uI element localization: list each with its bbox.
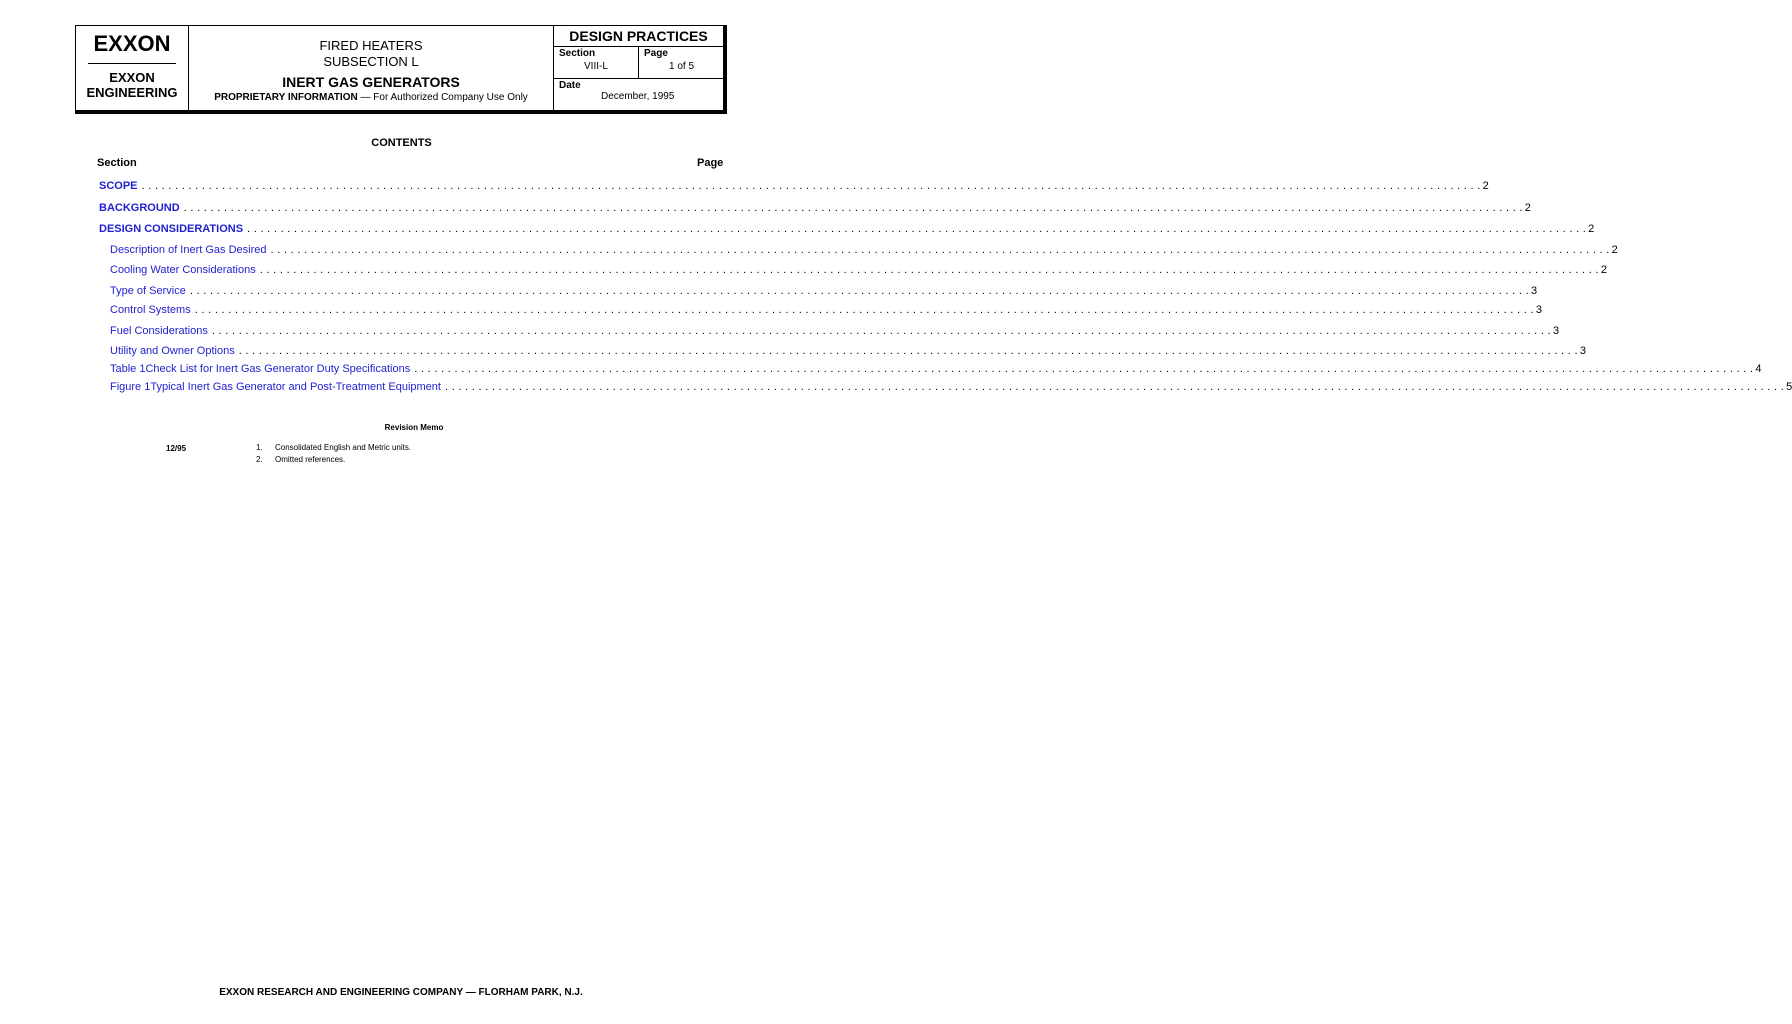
leader-dots: . . . . . . . . . . . . . . . . . . . . . . . . . . . . . . . . . . . . . . . . . . . . . . . . . . . . . . . . . . . . . . . . . . . . . . . . . . . . . . . . . . . . . . . . . . . . . . . . . . . . . . . . . . . . . . . . . . . . . . . . . . . . . . . . . . . . . . . . . . . . . . . . . . . . . . . . . . . . . . . . . . . . . . . . . . . . . . . . . . . . . . . . . . . . . . . . . . . . . . . . — [270, 244, 1610, 256]
title-line1: FIRED HEATERS — [319, 38, 423, 53]
revision-item-text: Omitted references. — [275, 455, 346, 464]
toc-page-number: 5 — [1786, 381, 1792, 393]
toc-entry-table-1[interactable] — [110, 362, 1762, 376]
date-row — [554, 79, 723, 110]
toc-entry-text[interactable]: Check List for Inert Gas Generator Duty Specifications — [145, 363, 411, 375]
toc-entry-background[interactable] — [99, 201, 1531, 215]
leader-dots: . . . . . . . . . . . . . . . . . . . . . . . . . . . . . . . . . . . . . . . . . . . . . . . . . . . . . . . . . . . . . . . . . . . . . . . . . . . . . . . . . . . . . . . . . . . . . . . . . . . . . . . . . . . . . . . . . . . . . . . . . . . . . . . . . . . . . . . . . . . . . . . . . . . . . . . . . . . . . . . . . . . . . . . . . . . . . . . . . . . . . . . . . . . . . . . . . . . . . . . . — [189, 285, 1529, 297]
toc-page-number: 3 — [1552, 325, 1560, 337]
title-line2: SUBSECTION L — [323, 54, 419, 69]
page-column-head: Page — [697, 157, 724, 169]
toc-entry-label[interactable]: Table 1 — [110, 363, 146, 375]
toc-entry-text[interactable]: Control Systems — [110, 304, 191, 316]
toc-entry-type-of-service[interactable] — [110, 284, 1538, 298]
leader-dots: . . . . . . . . . . . . . . . . . . . . . . . . . . . . . . . . . . . . . . . . . . . . . . . . . . . . . . . . . . . . . . . . . . . . . . . . . . . . . . . . . . . . . . . . . . . . . . . . . . . . . . . . . . . . . . . . . . . . . . . . . . . . . . . . . . . . . . . . . . . . . . . . . . . . . . . . . . . . . . . . . . . . . . . . . . . . . . . . . . . . . . . . . . . . . . . . . . . . . . . . — [211, 325, 1551, 337]
revision-item — [256, 455, 345, 464]
revision-memo-title: Revision Memo — [384, 423, 444, 432]
contents-title: CONTENTS — [371, 137, 432, 149]
toc-entry-label[interactable]: Figure 1 — [110, 381, 151, 393]
proprietary-notice — [189, 92, 553, 103]
toc-entry-text[interactable]: Fuel Considerations — [110, 325, 208, 337]
toc-page-number: 2 — [1588, 223, 1595, 235]
design-practices-cell — [554, 26, 723, 110]
date-label: Date — [559, 80, 581, 91]
document-header — [75, 25, 727, 114]
toc-page-number: 3 — [1535, 304, 1542, 316]
leader-dots: . . . . . . . . . . . . . . . . . . . . . . . . . . . . . . . . . . . . . . . . . . . . . . . . . . . . . . . . . . . . . . . . . . . . . . . . . . . . . . . . . . . . . . . . . . . . . . . . . . . . . . . . . . . . . . . . . . . . . . . . . . . . . . . . . . . . . . . . . . . . . . . . . . . . . . . . . . . . . . . . . . . . . . . . . . . . . . . . . . . . . . . . . . . . . . . . . . . . . . . . — [444, 381, 1785, 393]
toc-page-number: 4 — [1755, 363, 1762, 375]
toc-page-number: 2 — [1600, 264, 1607, 276]
company-name — [76, 70, 188, 100]
toc-page-number: 2 — [1611, 244, 1618, 256]
document-title: INERT GAS GENERATORS — [282, 74, 460, 90]
leader-dots: . . . . . . . . . . . . . . . . . . . . . . . . . . . . . . . . . . . . . . . . . . . . . . . . . . . . . . . . . . . . . . . . . . . . . . . . . . . . . . . . . . . . . . . . . . . . . . . . . . . . . . . . . . . . . . . . . . . . . . . . . . . . . . . . . . . . . . . . . . . . . . . . . . . . . . . . . . . . . . . . . . . . . . . . . . . . . . . . . . . . . . . . . . . . . . . . . . . . . . . . — [259, 264, 1599, 276]
proprietary-label: PROPRIETARY INFORMATION — [214, 92, 358, 103]
leader-dots: . . . . . . . . . . . . . . . . . . . . . . . . . . . . . . . . . . . . . . . . . . . . . . . . . . . . . . . . . . . . . . . . . . . . . . . . . . . . . . . . . . . . . . . . . . . . . . . . . . . . . . . . . . . . . . . . . . . . . . . . . . . . . . . . . . . . . . . . . . . . . . . . . . . . . . . . . . . . . . . . . . . . . . . . . . . . . . . . . . . . . . . . . . . . . . . . . . . . . . . . — [238, 345, 1578, 357]
toc-page-number: 2 — [1482, 180, 1489, 192]
page-footer: EXXON RESEARCH AND ENGINEERING COMPANY — FLORHAM PARK, N.J. — [219, 987, 583, 998]
section-value: VIII-L — [584, 61, 608, 72]
toc-entry-text[interactable]: Cooling Water Considerations — [110, 264, 256, 276]
revision-item-number: 1. — [256, 443, 263, 452]
leader-dots: . . . . . . . . . . . . . . . . . . . . . . . . . . . . . . . . . . . . . . . . . . . . . . . . . . . . . . . . . . . . . . . . . . . . . . . . . . . . . . . . . . . . . . . . . . . . . . . . . . . . . . . . . . . . . . . . . . . . . . . . . . . . . . . . . . . . . . . . . . . . . . . . . . . . . . . . . . . . . . . . . . . . . . . . . . . . . . . . . . . . . . . . . . . . . . . . . . . . . . . . — [183, 202, 1523, 214]
toc-entry-fuel-considerations[interactable] — [110, 324, 1560, 338]
toc-page-number: 3 — [1579, 345, 1586, 357]
logo-divider — [88, 63, 176, 64]
page-label: Page — [644, 48, 668, 59]
toc-entry-text[interactable]: Description of Inert Gas Desired — [110, 244, 267, 256]
section-box — [554, 47, 639, 78]
toc-entry-figure-1[interactable] — [110, 380, 1792, 394]
logo-cell — [76, 26, 189, 110]
title-cell — [189, 26, 554, 110]
toc-page-number: 2 — [1524, 202, 1531, 214]
section-column-head: Section — [97, 157, 137, 169]
toc-entry-control-systems[interactable] — [110, 303, 1542, 317]
revision-item — [256, 443, 411, 452]
toc-entry-inert-gas-desired[interactable] — [110, 243, 1618, 257]
toc-entry-text[interactable]: SCOPE — [99, 180, 138, 192]
leader-dots: . . . . . . . . . . . . . . . . . . . . . . . . . . . . . . . . . . . . . . . . . . . . . . . . . . . . . . . . . . . . . . . . . . . . . . . . . . . . . . . . . . . . . . . . . . . . . . . . . . . . . . . . . . . . . . . . . . . . . . . . . . . . . . . . . . . . . . . . . . . . . . . . . . . . . . . . . . . . . . . . . . . . . . . . . . . . . . . . . . . . . . . . . . . . . . . . . . . . . . . . — [414, 363, 1754, 375]
company-name-line2: ENGINEERING — [86, 85, 178, 100]
toc-entry-text[interactable]: Utility and Owner Options — [110, 345, 235, 357]
section-heading — [189, 38, 553, 70]
leader-dots: . . . . . . . . . . . . . . . . . . . . . . . . . . . . . . . . . . . . . . . . . . . . . . . . . . . . . . . . . . . . . . . . . . . . . . . . . . . . . . . . . . . . . . . . . . . . . . . . . . . . . . . . . . . . . . . . . . . . . . . . . . . . . . . . . . . . . . . . . . . . . . . . . . . . . . . . . . . . . . . . . . . . . . . . . . . . . . . . . . . . . . . . . . . . . . . . . . . . . . . . — [194, 304, 1534, 316]
proprietary-text: — For Authorized Company Use Only — [357, 92, 528, 103]
revision-item-number: 2. — [256, 455, 263, 464]
revision-item-text: Consolidated English and Metric units. — [275, 443, 412, 452]
section-page-row — [554, 47, 723, 79]
toc-entry-text[interactable]: BACKGROUND — [99, 202, 180, 214]
toc-entry-utility-owner-options[interactable] — [110, 344, 1586, 358]
date-value: December, 1995 — [601, 91, 675, 102]
page-box — [639, 47, 723, 78]
toc-entry-text[interactable]: Typical Inert Gas Generator and Post-Treatment Equipment — [150, 381, 441, 393]
leader-dots: . . . . . . . . . . . . . . . . . . . . . . . . . . . . . . . . . . . . . . . . . . . . . . . . . . . . . . . . . . . . . . . . . . . . . . . . . . . . . . . . . . . . . . . . . . . . . . . . . . . . . . . . . . . . . . . . . . . . . . . . . . . . . . . . . . . . . . . . . . . . . . . . . . . . . . . . . . . . . . . . . . . . . . . . . . . . . . . . . . . . . . . . . . . . . . . . . . . . . . . . — [141, 180, 1481, 192]
company-name-line1: EXXON — [109, 70, 155, 85]
exxon-logo: EXXON — [93, 31, 171, 56]
toc-entry-cooling-water[interactable] — [110, 263, 1607, 277]
revision-date: 12/95 — [166, 444, 187, 453]
toc-page-number: 3 — [1530, 285, 1538, 297]
section-label: Section — [559, 48, 596, 59]
toc-entry-text[interactable]: Type of Service — [110, 285, 186, 297]
page-value: 1 of 5 — [669, 61, 695, 72]
design-practices-title: DESIGN PRACTICES — [554, 26, 723, 47]
leader-dots: . . . . . . . . . . . . . . . . . . . . . . . . . . . . . . . . . . . . . . . . . . . . . . . . . . . . . . . . . . . . . . . . . . . . . . . . . . . . . . . . . . . . . . . . . . . . . . . . . . . . . . . . . . . . . . . . . . . . . . . . . . . . . . . . . . . . . . . . . . . . . . . . . . . . . . . . . . . . . . . . . . . . . . . . . . . . . . . . . . . . . . . . . . . . . . . . . . . . . . . . — [247, 223, 1587, 235]
toc-entry-design-considerations[interactable] — [99, 222, 1595, 236]
toc-entry-text[interactable]: DESIGN CONSIDERATIONS — [99, 223, 244, 235]
toc-entry-scope[interactable] — [99, 179, 1489, 193]
